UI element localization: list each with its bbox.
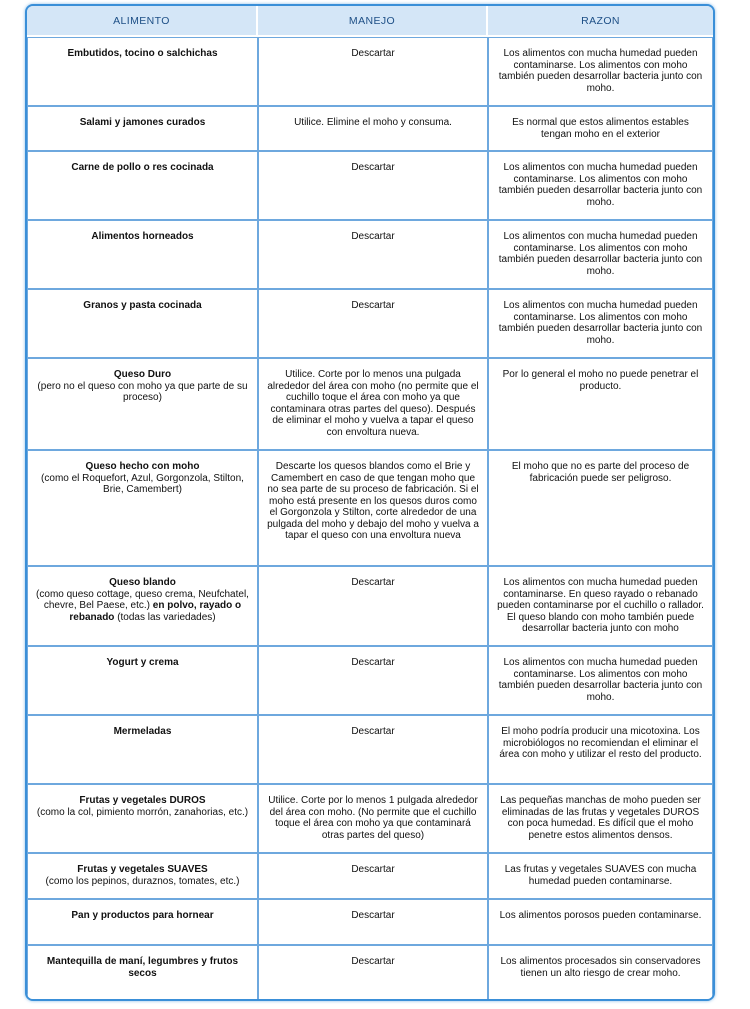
table-row (27, 646, 713, 715)
food-cell (27, 945, 258, 1001)
table-row (27, 37, 713, 106)
reason-cell: Los alimentos procesados sin conservadores tienen un alto riesgo de crear moho. (488, 945, 713, 1001)
food-cell (27, 715, 258, 784)
handling-cell: Descartar (258, 646, 488, 715)
handling-cell: Descartar (258, 715, 488, 784)
food-note: (pero no el queso con moho ya que parte de su proceso) (37, 380, 248, 403)
food-cell (27, 220, 258, 289)
handling-cell: Utilice. Corte por lo menos una pulgada alrededor del área con moho (no permite que el cuchillo toque el área con moho ya que contaminara otras partes del queso). Después de eliminar el moho y vuelva a tapar el queso con envoltura nueva. (258, 358, 488, 450)
handling-cell: Descartar (258, 220, 488, 289)
reason-cell: Los alimentos con mucha humedad pueden contaminarse. Los alimentos con moho también pueden desarrollar bacteria junto con moho. (488, 151, 713, 220)
food-cell (27, 37, 258, 106)
reason-cell: Los alimentos porosos pueden contaminarse. (488, 899, 713, 945)
food-cell (27, 784, 258, 853)
food-name: Queso blando (109, 577, 176, 588)
reason-cell: El moho que no es parte del proceso de fabricación puede ser peligroso. (488, 450, 713, 566)
header-row (27, 6, 713, 37)
handling-cell: Descartar (258, 945, 488, 1001)
food-note-extra: (todas las variedades) (117, 611, 216, 623)
food-name: Frutas y vegetales SUAVES (77, 864, 208, 875)
table-row (27, 899, 713, 945)
food-cell (27, 853, 258, 899)
header-alimento: ALIMENTO (27, 6, 258, 37)
handling-cell: Descarte los quesos blandos como el Brie y Camembert en caso de que tengan moho que no sea parte de su proceso de fabricación. Si el moho está presente en los quesos duros como el Gorgonzola y Stilton, corte alrededor de una pulgada del moho y debajo del moho y vuelva a tapar el queso con una envoltura nueva (258, 450, 488, 566)
food-name: Granos y pasta cocinada (83, 300, 202, 311)
food-name: Embutidos, tocino o salchichas (67, 48, 218, 59)
reason-cell: Las pequeñas manchas de moho pueden ser eliminadas de las frutas y vegetales DUROS con poca humedad. Es difícil que el moho penetre estos alimentos densos. (488, 784, 713, 853)
table-row (27, 945, 713, 1001)
table-row (27, 289, 713, 358)
reason-cell: Por lo general el moho no puede penetrar el producto. (488, 358, 713, 450)
food-name: Pan y productos para hornear (71, 910, 214, 921)
food-name: Queso Duro (113, 369, 172, 380)
food-cell (27, 358, 258, 450)
table-row (27, 106, 713, 151)
food-note: (como el Roquefort, Azul, Gorgonzola, Stilton, Brie, Camembert) (41, 472, 244, 495)
table-row (27, 784, 713, 853)
reason-cell: Los alimentos con mucha humedad pueden contaminarse. Los alimentos con moho también pueden desarrollar bacteria junto con moho. (488, 37, 713, 106)
food-note: (como queso cottage, queso crema, Neufchatel, chevre, Bel Paese, etc.) (36, 588, 249, 611)
food-name: Yogurt y crema (106, 657, 179, 668)
reason-cell: Los alimentos con mucha humedad pueden contaminarse. Los alimentos con moho también pueden desarrollar bacteria junto con moho. (488, 646, 713, 715)
food-cell (27, 646, 258, 715)
food-cell (27, 106, 258, 151)
table-row (27, 220, 713, 289)
food-cell (27, 450, 258, 566)
food-name: Alimentos horneados (91, 231, 194, 242)
food-name-extra: en polvo, rayado o rebanado (69, 600, 242, 623)
header-razon: RAZON (488, 6, 713, 37)
food-name: Mantequilla de maní, legumbres y frutos secos (46, 956, 239, 979)
table-row (27, 358, 713, 450)
table-row (27, 853, 713, 899)
food-cell (27, 899, 258, 945)
handling-cell: Descartar (258, 853, 488, 899)
reason-cell: El moho podría producir una micotoxina. Los microbiólogos no recomiendan el eliminar el área con moho y utilizar el resto del producto. (488, 715, 713, 784)
reason-cell: Los alimentos con mucha humedad pueden contaminarse. Los alimentos con moho también pueden desarrollar bacteria junto con moho. (488, 289, 713, 358)
reason-cell: Los alimentos con mucha humedad pueden contaminarse. Los alimentos con moho también pueden desarrollar bacteria junto con moho. (488, 220, 713, 289)
mold-food-table (27, 6, 713, 1001)
handling-cell: Descartar (258, 151, 488, 220)
food-note: (como la col, pimiento morrón, zanahorias, etc.) (36, 806, 249, 818)
food-name: Mermeladas (113, 726, 172, 737)
food-cell (27, 289, 258, 358)
mold-food-table-frame (25, 4, 715, 1001)
handling-cell: Utilice. Elimine el moho y consuma. (258, 106, 488, 151)
handling-cell: Descartar (258, 566, 488, 646)
handling-cell: Descartar (258, 289, 488, 358)
food-name: Carne de pollo o res cocinada (71, 162, 214, 173)
handling-cell: Descartar (258, 37, 488, 106)
handling-cell: Utilice. Corte por lo menos 1 pulgada alrededor del área con moho. (No permite que el cuchillo toque el área con moho ya que contaminará otras partes del queso) (258, 784, 488, 853)
reason-cell: Los alimentos con mucha humedad pueden contaminarse. En queso rayado o rebanado pueden contaminarse por el cuchillo o rallador. El queso blando con moho también puede desarrollar bacteria junto con moho (488, 566, 713, 646)
reason-cell: Es normal que estos alimentos estables tengan moho en el exterior (488, 106, 713, 151)
table-body (27, 37, 713, 1001)
table-row (27, 450, 713, 566)
food-name: Frutas y vegetales DUROS (79, 795, 206, 806)
food-note: (como los pepinos, duraznos, tomates, etc.) (45, 875, 240, 887)
food-name: Queso hecho con moho (85, 461, 200, 472)
table-row (27, 715, 713, 784)
reason-cell: Las frutas y vegetales SUAVES con mucha humedad pueden contaminarse. (488, 853, 713, 899)
food-name: Salami y jamones curados (79, 117, 206, 128)
food-cell (27, 566, 258, 646)
table-row (27, 566, 713, 646)
food-cell (27, 151, 258, 220)
handling-cell: Descartar (258, 899, 488, 945)
header-manejo: MANEJO (258, 6, 488, 37)
table-row (27, 151, 713, 220)
